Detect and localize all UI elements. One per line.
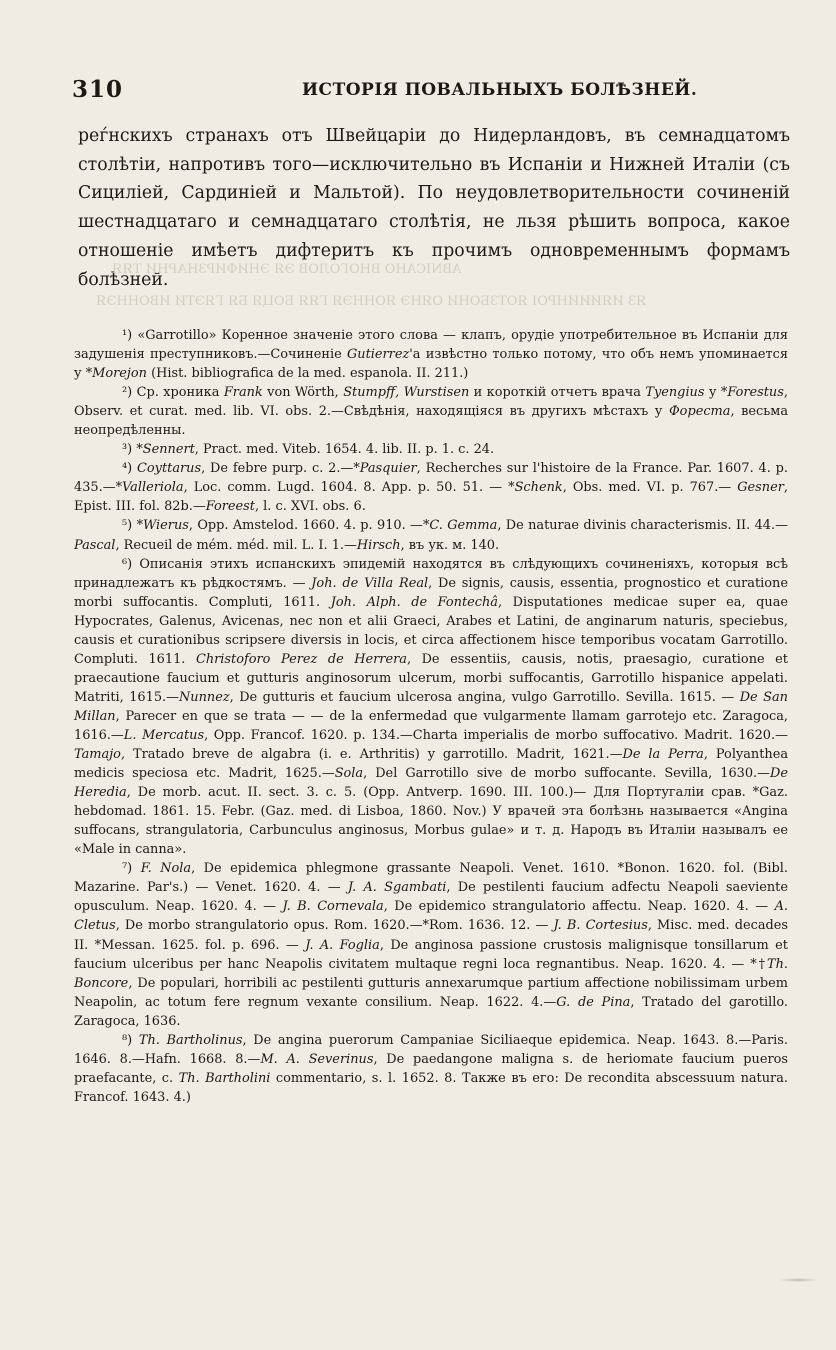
footnote-text: , Misc. med. decades II. *Messan. 1625. fol. p. 696. —	[74, 918, 788, 953]
footnote-text: , l. c. XVI. obs. 6.	[254, 499, 366, 515]
author-name: L. Mercatus	[123, 727, 205, 743]
author-name: De San Millan	[74, 689, 788, 724]
main-paragraph: реѓнскихъ странахъ отъ Швейцаріи до Нидерландовъ, въ семнадцатомъ столѣтіи, напротивъ того—исключительно въ Испаніи и Нижней Италіи (съ Сициліей, Сардиніей и Мальтой). По неудовлетворительности сочиненій шестнадцатаго и семнадцатаго столѣтія, не льзя рѣшить вопроса, какое отношеніе имѣетъ дифтеритъ къ прочимъ одновременнымъ формамъ болѣзней.	[78, 126, 790, 290]
footnote-text: , Polyanthea medicis speciosa etc. Madrit, 1625.—	[74, 747, 789, 782]
footnote-text: , De morb. acut. II. sect. 3. c. 5. (Opp. Antverp. 1690. III. 100.)— Для Португаліи срав. *Gaz. hebdomad. 1861. 15. Febr. (Gaz. med. di Lisboa, 1860. Nov.) У врачей эта болѣзнь называется «Angina suffocans, strangulatoria, Carbunculus anginosus, Morbus gulae» и т. д. Народъ въ Италіи называлъ ее «Male in canna».	[74, 785, 788, 858]
author-name: *Morejon	[85, 366, 147, 382]
author-name: Sola	[334, 766, 364, 782]
footnote-2	[74, 383, 788, 440]
author-name: F. Nola	[140, 861, 192, 877]
author-name: *Schenk	[508, 480, 563, 496]
footnote-text: (Hist. bibliografica de la med. espanola. II. 211.)	[151, 366, 469, 382]
footnote-text: , Observ. et curat. med. lib. VI. obs. 2.—Свѣдѣнія, находящіяся въ другихъ мѣстахъ у	[74, 385, 788, 420]
footnote-text: у	[708, 385, 717, 401]
footnote-marker: ⁵)	[122, 518, 133, 534]
author-name: Foreest	[205, 499, 255, 515]
author-name: J. A. Foglia	[305, 937, 380, 953]
author-name: *Wierus	[136, 518, 189, 534]
footnote-text: commentario, s. l. 1652. 8. Также въ его: De recondita abscessuum natura. Francof. 1643. 4.)	[74, 1070, 788, 1105]
footnote-text: , въ ук. м. 140.	[400, 537, 500, 553]
author-name: Coyttarus	[137, 461, 202, 477]
footnote-text: , Parecer en que se trata — — de la enfermedad que vulgarmente llamam garrotejo etc. Zaragoca, 1616.—	[74, 708, 788, 743]
footnote-marker: ¹)	[122, 328, 133, 343]
footnote-text: , De gutturis et faucium ulcerosa angina, vulgo Garrotillo. Sevilla. 1615. —	[229, 689, 735, 705]
footnote-text: , De morbo strangulatorio opus. Rom. 1620.—*Rom. 1636. 12. —	[115, 918, 549, 934]
author-name: J. B. Cornevala	[282, 899, 384, 915]
footnote-text: , De paedangone maligna s. de heriomate faucium pueros praefacante, c.	[74, 1051, 789, 1086]
footnote-text: , De angina puerorum Campaniae Siciliaeque epidemica. Neap. 1643. 8.—Paris. 1646. 8.—Hafn. 1668. 8.—	[74, 1032, 788, 1067]
author-name: Frank	[223, 385, 263, 401]
footnote-marker: ⁸)	[122, 1032, 133, 1048]
footnote-marker: ⁴)	[122, 461, 133, 477]
author-name: Christoforo Perez de Herrera	[195, 651, 407, 667]
author-name: De Heredia	[74, 766, 788, 801]
footnote-text: von Wörth,	[267, 385, 339, 401]
footnote-text: , De signis, causis, essentia, prognostico et curatione morbi suffocantis. Compluti, 1611.	[74, 575, 788, 610]
footnote-text: , De febre purp. c. 2.—	[201, 461, 354, 477]
footnote-text: Ср. хроника	[136, 385, 220, 401]
footnote-3	[74, 440, 788, 459]
footnote-text: , De essentiis, causis, notis, praesagio, curatione et praecautione faucium et gutturis anginosorum ulcerum, morbi suffocantis, Garrotillo hispanice appelati. Matriti, 1615.—	[74, 651, 788, 705]
footnote-text: , De epidemico strangulatorio affectu. Neap. 1620. 4. —	[383, 899, 769, 915]
footnote-text: , Disputationes medicae super ea, quae Hypocrates, Galenus, Avicenas, nec non et alii Graeci, Arabes et Latini, de anginarum naturis, speciebus, causis et curationibus scripsere diversis in locis, et circa affectionem hisce temporibus vocatam Garrotillo. Compluti. 1611.	[74, 594, 789, 667]
footnote-text: , Tratado breve de algabra (i. e. Arthritis) y garrotillo. Madrit, 1621.—	[120, 747, 623, 763]
author-name: *Forestus	[720, 385, 784, 401]
footnote-text: и короткій отчетъ врача	[473, 385, 641, 401]
author-name: *Pasquier	[353, 461, 417, 477]
footnote-1	[74, 326, 788, 383]
author-name: J. B. Cortesius	[553, 918, 648, 934]
author-name: Tamajo	[74, 747, 121, 763]
footnote-text: «Garrotillo» Коренное значеніе этого слова — клапъ, орудіе употребительное въ Испаніи для задушенія преступниковъ.—Сочиненіе	[74, 328, 788, 363]
footnote-8	[74, 1031, 788, 1107]
footnote-text: Описанія этихъ испанскихъ эпидемій находятся въ слѣдующихъ сочиненіяхъ, которыя всѣ принадлежатъ къ рѣдкостямъ. —	[74, 556, 788, 591]
footnote-marker: ³)	[122, 442, 133, 458]
author-name: Joh. Alph. de Fontechâ	[330, 594, 498, 610]
footnote-text: , весьма неопредѣленны.	[74, 404, 788, 439]
author-name: De la Perra	[622, 747, 704, 763]
footnote-text: , Opp. Amstelod. 1660. 4. p. 910. —	[188, 518, 423, 534]
footnote-text: , Del Garrotillo sive de morbo suffocante. Sevilla, 1630.—	[363, 766, 771, 782]
author-name: Th. Bartholinus	[138, 1032, 243, 1048]
author-name: Tyengius	[645, 385, 705, 401]
page-number: 310	[72, 76, 124, 103]
author-name: A. Cletus	[74, 899, 788, 934]
footnote-marker: ²)	[122, 385, 133, 401]
paper-spot	[778, 1278, 818, 1282]
author-name: *Valleriola	[115, 480, 184, 496]
footnote-4	[74, 459, 788, 516]
author-name: Stumpff, Wurstisen	[343, 385, 470, 401]
footnote-text: , Loc. comm. Lugd. 1604. 8. App. p. 50. 51. —	[183, 480, 503, 496]
footnote-text: , De populari, horribili ac pestilenti gutturis annexarumque partium affectione nobilissimam urbem Neapolin, ac totum fere regnum vexante consilium. Neap. 1622. 4.—	[74, 975, 788, 1010]
author-name: G. de Pina	[556, 994, 631, 1010]
bleed-through-line: ABNICAНО ВНОГОЛОВ ЭЯ ЭНИФИРЗНАРНИ ТЯЯ	[112, 262, 462, 277]
footnote-marker: ⁷)	[122, 861, 133, 877]
footnotes	[74, 326, 788, 1107]
author-name: Nunnez	[179, 689, 230, 705]
footnote-text: , Pract. med. Viteb. 1654. 4. lib. II. p. 1. c. 24.	[194, 442, 495, 458]
footnote-text: , Obs. med. VI. p. 767.—	[562, 480, 732, 496]
author-name: *Sennert	[136, 442, 195, 458]
author-name: Joh. de Villa Real	[311, 575, 429, 591]
footnote-text: , De naturae divinis characterismis. II. 44.—	[497, 518, 788, 534]
bleed-through-line: ЯЗ ИЯИИИНРОІ ЯОТЗБОНИ ОЯНЭ ЯОННЭЯ ГЯЯ БОЦЯ БЯ ГЯЭТИ ИВОННЭЯ	[96, 294, 647, 309]
author-name: J. A. Sgambati	[347, 880, 447, 896]
running-head: ИСТОРІЯ ПОВАЛЬНЫХЪ БОЛѢЗНЕЙ.	[302, 80, 698, 100]
footnote-text: , Recueil de mém. méd. mil. L. I. 1.—	[115, 537, 357, 553]
footnote-text: , Epist. III. fol. 82b.—	[74, 480, 788, 515]
author-name: *C. Gemma	[422, 518, 498, 534]
footnote-text: , Recherches sur l'histoire de la France. Par. 1607. 4. p. 435.—	[74, 461, 788, 496]
footnote-7	[74, 859, 788, 1030]
footnote-marker: ⁶)	[122, 556, 133, 572]
footnote-5	[74, 516, 788, 554]
author-name: M. A. Severinus	[260, 1051, 374, 1067]
page-header	[72, 76, 786, 106]
author-name: Pascal	[74, 537, 116, 553]
author-name: Gutierrez	[346, 347, 410, 363]
author-name: Hirsch	[356, 537, 401, 553]
footnote-text: 'а извѣстно только потому, что объ немъ упоминается у	[74, 347, 789, 382]
footnote-text: , Opp. Francof. 1620. p. 134.—Charta imperialis de morbo suffocativo. Madrit. 1620.—	[204, 727, 789, 743]
footnote-6	[74, 555, 788, 860]
author-name: Gesner	[737, 480, 784, 496]
footnote-text: , De pestilenti faucium adfectu Neapoli saeviente opusculum. Neap. 1620. 4. —	[74, 880, 788, 915]
footnote-text: , De epidemica phlegmone grassante Neapoli. Venet. 1610. *Bonon. 1620. fol. (Bibl. Mazarine. Par's.) — Venet. 1620. 4. —	[74, 861, 788, 896]
footnote-text: , De anginosa passione crustosis malignisque tonsillarum et faucium ulceribus per hanc Neapolis civitatem multaque regni loca regnantibus. Neap. 1620. 4. — *†	[74, 937, 788, 972]
author-name: Фореста	[668, 404, 731, 420]
author-name: Th. Bartholini	[178, 1070, 271, 1086]
footnote-text: , Tratado del garotillo. Zaragoca, 1636.	[74, 994, 788, 1029]
author-name: Th. Boncore	[74, 956, 788, 991]
